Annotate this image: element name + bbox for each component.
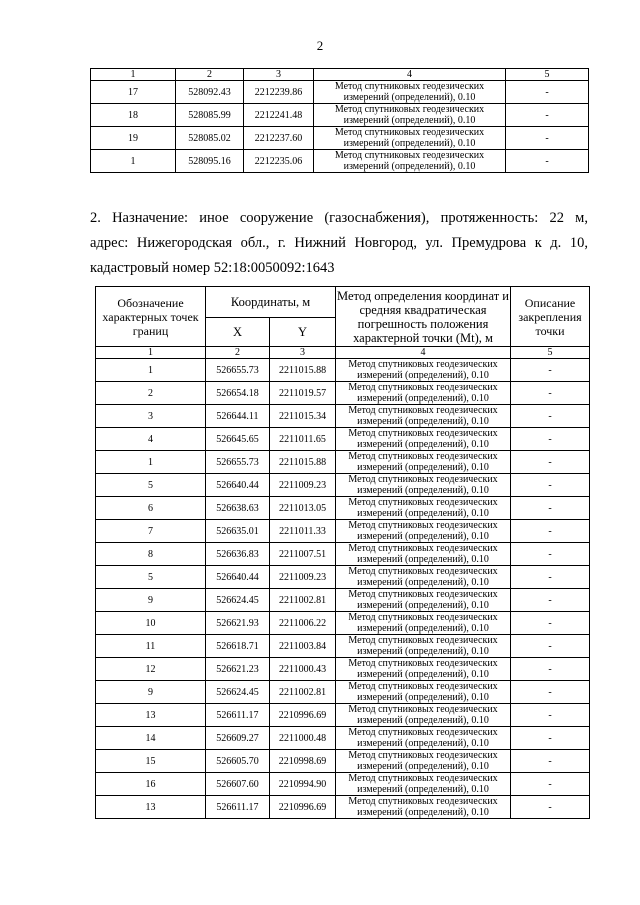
method-text-line: измерений (определений), 0.10 xyxy=(343,92,476,103)
x-coordinate-cell: 526624.45 xyxy=(206,589,270,612)
method-text-line: измерений (определений), 0.10 xyxy=(357,646,489,657)
header-fixing: Описание закрепления точки xyxy=(511,287,590,347)
method-text-line: Метод спутниковых геодезических xyxy=(348,589,498,600)
y-coordinate-cell: 2211013.05 xyxy=(270,497,336,520)
fixing-description-cell: - xyxy=(511,382,590,405)
method-text-line: измерений (определений), 0.10 xyxy=(357,370,489,381)
point-number-cell: 13 xyxy=(96,704,206,727)
fixing-description-cell: - xyxy=(511,405,590,428)
method-text-line: измерений (определений), 0.10 xyxy=(357,600,489,611)
x-coordinate-cell: 526635.01 xyxy=(206,520,270,543)
method-cell xyxy=(336,727,511,750)
y-coordinate-cell: 2210998.69 xyxy=(270,750,336,773)
table-row xyxy=(91,127,589,150)
method-text-line: Метод спутниковых геодезических xyxy=(348,543,498,554)
point-number-cell: 18 xyxy=(91,104,176,127)
table-row xyxy=(96,428,590,451)
x-coordinate-cell: 526655.73 xyxy=(206,359,270,382)
method-cell xyxy=(336,681,511,704)
method-text-line: измерений (определений), 0.10 xyxy=(357,669,489,680)
table-row xyxy=(91,150,589,173)
x-coordinate-cell: 526645.65 xyxy=(206,428,270,451)
x-coordinate-cell: 526654.18 xyxy=(206,382,270,405)
table-row xyxy=(96,520,590,543)
method-text-line: Метод спутниковых геодезических xyxy=(348,658,498,669)
point-number-cell: 3 xyxy=(96,405,206,428)
method-cell xyxy=(314,150,506,173)
point-number-cell: 7 xyxy=(96,520,206,543)
fixing-description-cell: - xyxy=(511,428,590,451)
y-coordinate-cell: 2211011.65 xyxy=(270,428,336,451)
point-number-cell: 1 xyxy=(96,451,206,474)
y-coordinate-cell: 2212241.48 xyxy=(244,104,314,127)
column-number: 4 xyxy=(336,347,511,359)
method-text-line: измерений (определений), 0.10 xyxy=(357,738,489,749)
method-cell xyxy=(336,428,511,451)
point-number-cell: 10 xyxy=(96,612,206,635)
table-row xyxy=(96,612,590,635)
y-coordinate-cell: 2210996.69 xyxy=(270,796,336,819)
y-coordinate-cell: 2211002.81 xyxy=(270,589,336,612)
coordinates-table-continued xyxy=(90,68,589,173)
point-number-cell: 11 xyxy=(96,635,206,658)
table-row xyxy=(96,451,590,474)
column-number: 5 xyxy=(511,347,590,359)
y-coordinate-cell: 2211006.22 xyxy=(270,612,336,635)
point-number-cell: 19 xyxy=(91,127,176,150)
x-coordinate-cell: 526636.83 xyxy=(206,543,270,566)
method-text-line: измерений (определений), 0.10 xyxy=(357,761,489,772)
method-text-line: Метод спутниковых геодезических xyxy=(348,451,498,462)
column-number-row xyxy=(96,347,590,359)
point-number-cell: 1 xyxy=(96,359,206,382)
table-row xyxy=(96,681,590,704)
point-number-cell: 15 xyxy=(96,750,206,773)
method-cell xyxy=(336,405,511,428)
header-method: Метод определения координат и средняя квадратическая погрешность положения характерной точки (Mt), м xyxy=(337,288,509,345)
method-cell xyxy=(314,81,506,104)
table-row xyxy=(96,658,590,681)
table-row xyxy=(96,382,590,405)
method-text-line: измерений (определений), 0.10 xyxy=(357,692,489,703)
method-text-line: измерений (определений), 0.10 xyxy=(357,554,489,565)
method-cell xyxy=(336,382,511,405)
fixing-description-cell: - xyxy=(511,451,590,474)
method-text-line: Метод спутниковых геодезических xyxy=(348,520,498,531)
object-description xyxy=(90,206,588,281)
column-number: 4 xyxy=(314,69,506,81)
fixing-description-cell: - xyxy=(511,612,590,635)
method-cell xyxy=(336,750,511,773)
y-coordinate-cell: 2212237.60 xyxy=(244,127,314,150)
description-line: 2. Назначение: иное сооружение (газоснабжения), протяженность: 22 м, xyxy=(90,210,588,226)
method-text-line: измерений (определений), 0.10 xyxy=(357,715,489,726)
fixing-description-cell: - xyxy=(511,474,590,497)
x-coordinate-cell: 528085.99 xyxy=(176,104,244,127)
fixing-description-cell: - xyxy=(511,658,590,681)
point-number-cell: 9 xyxy=(96,681,206,704)
method-text-line: измерений (определений), 0.10 xyxy=(343,161,476,172)
y-coordinate-cell: 2210994.90 xyxy=(270,773,336,796)
table-row xyxy=(96,796,590,819)
x-coordinate-cell: 526607.60 xyxy=(206,773,270,796)
y-coordinate-cell: 2211007.51 xyxy=(270,543,336,566)
x-coordinate-cell: 528085.02 xyxy=(176,127,244,150)
method-cell xyxy=(336,474,511,497)
point-number-cell: 8 xyxy=(96,543,206,566)
column-number: 3 xyxy=(270,347,336,359)
method-text-line: Метод спутниковых геодезических xyxy=(348,428,498,439)
table-row xyxy=(96,750,590,773)
fixing-description-cell: - xyxy=(511,773,590,796)
x-coordinate-cell: 526640.44 xyxy=(206,474,270,497)
table-row xyxy=(91,81,589,104)
table-row xyxy=(91,104,589,127)
point-number-cell: 4 xyxy=(96,428,206,451)
method-cell xyxy=(314,127,506,150)
x-coordinate-cell: 526621.23 xyxy=(206,658,270,681)
description-line: адрес: Нижегородская обл., г. Нижний Новгород, ул. Премудрова к д. 10, xyxy=(90,235,588,251)
y-coordinate-cell: 2211015.34 xyxy=(270,405,336,428)
method-cell xyxy=(336,796,511,819)
method-text-line: измерений (определений), 0.10 xyxy=(357,807,489,818)
y-coordinate-cell: 2211002.81 xyxy=(270,681,336,704)
header-x: X xyxy=(206,318,270,347)
point-number-cell: 13 xyxy=(96,796,206,819)
point-number-cell: 5 xyxy=(96,566,206,589)
x-coordinate-cell: 528095.16 xyxy=(176,150,244,173)
y-coordinate-cell: 2211003.84 xyxy=(270,635,336,658)
method-text-line: Метод спутниковых геодезических xyxy=(334,150,485,161)
column-number: 1 xyxy=(96,347,206,359)
method-text-line: Метод спутниковых геодезических xyxy=(334,104,485,115)
method-text-line: Метод спутниковых геодезических xyxy=(348,704,498,715)
table-row xyxy=(96,359,590,382)
page-number: 2 xyxy=(316,38,324,53)
point-number-cell: 1 xyxy=(91,150,176,173)
fixing-description-cell: - xyxy=(511,359,590,382)
method-cell xyxy=(336,497,511,520)
column-number: 2 xyxy=(176,69,244,81)
y-coordinate-cell: 2211009.23 xyxy=(270,474,336,497)
method-text-line: Метод спутниковых геодезических xyxy=(348,497,498,508)
table-row xyxy=(96,635,590,658)
y-coordinate-cell: 2211009.23 xyxy=(270,566,336,589)
fixing-description-cell: - xyxy=(511,543,590,566)
method-text-line: измерений (определений), 0.10 xyxy=(357,462,489,473)
x-coordinate-cell: 526611.17 xyxy=(206,704,270,727)
table-row xyxy=(96,704,590,727)
x-coordinate-cell: 526655.73 xyxy=(206,451,270,474)
method-cell xyxy=(336,658,511,681)
y-coordinate-cell: 2211015.88 xyxy=(270,359,336,382)
method-text-line: измерений (определений), 0.10 xyxy=(343,115,476,126)
fixing-description-cell: - xyxy=(506,127,589,150)
fixing-description-cell: - xyxy=(506,104,589,127)
y-coordinate-cell: 2211019.57 xyxy=(270,382,336,405)
table-row xyxy=(96,773,590,796)
fixing-description-cell: - xyxy=(511,796,590,819)
method-cell xyxy=(336,451,511,474)
column-number: 5 xyxy=(506,69,589,81)
method-text-line: Метод спутниковых геодезических xyxy=(348,474,498,485)
method-cell xyxy=(336,520,511,543)
method-text-line: Метод спутниковых геодезических xyxy=(334,127,485,138)
y-coordinate-cell: 2212239.86 xyxy=(244,81,314,104)
table-row xyxy=(96,405,590,428)
table-row xyxy=(96,589,590,612)
method-text-line: измерений (определений), 0.10 xyxy=(343,138,476,149)
method-text-line: измерений (определений), 0.10 xyxy=(357,784,489,795)
x-coordinate-cell: 526609.27 xyxy=(206,727,270,750)
column-number: 1 xyxy=(91,69,176,81)
fixing-description-cell: - xyxy=(511,681,590,704)
point-number-cell: 5 xyxy=(96,474,206,497)
method-text-line: Метод спутниковых геодезических xyxy=(348,566,498,577)
method-cell xyxy=(336,773,511,796)
method-text-line: Метод спутниковых геодезических xyxy=(348,773,498,784)
coordinates-table xyxy=(95,286,590,819)
point-number-cell: 12 xyxy=(96,658,206,681)
x-coordinate-cell: 526638.63 xyxy=(206,497,270,520)
fixing-description-cell: - xyxy=(511,704,590,727)
table-row xyxy=(96,497,590,520)
method-text-line: измерений (определений), 0.10 xyxy=(357,577,489,588)
point-number-cell: 16 xyxy=(96,773,206,796)
x-coordinate-cell: 526605.70 xyxy=(206,750,270,773)
method-text-line: Метод спутниковых геодезических xyxy=(348,796,498,807)
table-row xyxy=(96,566,590,589)
header-designation: Обозначение характерных точек границ xyxy=(96,287,206,347)
method-cell xyxy=(336,635,511,658)
fixing-description-cell: - xyxy=(511,589,590,612)
method-text-line: измерений (определений), 0.10 xyxy=(357,393,489,404)
method-text-line: Метод спутниковых геодезических xyxy=(348,727,498,738)
x-coordinate-cell: 526618.71 xyxy=(206,635,270,658)
fixing-description-cell: - xyxy=(511,566,590,589)
x-coordinate-cell: 526621.93 xyxy=(206,612,270,635)
y-coordinate-cell: 2211000.48 xyxy=(270,727,336,750)
fixing-description-cell: - xyxy=(506,150,589,173)
method-cell xyxy=(336,359,511,382)
method-cell xyxy=(336,566,511,589)
table-row xyxy=(96,727,590,750)
fixing-description-cell: - xyxy=(506,81,589,104)
point-number-cell: 9 xyxy=(96,589,206,612)
fixing-description-cell: - xyxy=(511,520,590,543)
table-header-row xyxy=(96,287,590,318)
y-coordinate-cell: 2212235.06 xyxy=(244,150,314,173)
method-text-line: Метод спутниковых геодезических xyxy=(348,750,498,761)
y-coordinate-cell: 2211011.33 xyxy=(270,520,336,543)
point-number-cell: 17 xyxy=(91,81,176,104)
y-coordinate-cell: 2211000.43 xyxy=(270,658,336,681)
x-coordinate-cell: 526644.11 xyxy=(206,405,270,428)
fixing-description-cell: - xyxy=(511,635,590,658)
method-cell xyxy=(336,704,511,727)
method-text-line: измерений (определений), 0.10 xyxy=(357,508,489,519)
method-cell xyxy=(336,543,511,566)
x-coordinate-cell: 526640.44 xyxy=(206,566,270,589)
fixing-description-cell: - xyxy=(511,750,590,773)
method-cell xyxy=(336,612,511,635)
method-text-line: Метод спутниковых геодезических xyxy=(348,681,498,692)
point-number-cell: 14 xyxy=(96,727,206,750)
point-number-cell: 6 xyxy=(96,497,206,520)
fixing-description-cell: - xyxy=(511,497,590,520)
method-cell xyxy=(314,104,506,127)
x-coordinate-cell: 526624.45 xyxy=(206,681,270,704)
method-text-line: Метод спутниковых геодезических xyxy=(348,405,498,416)
y-coordinate-cell: 2210996.69 xyxy=(270,704,336,727)
header-coordinates: Координаты, м xyxy=(206,287,336,318)
method-text-line: Метод спутниковых геодезических xyxy=(348,635,498,646)
method-text-line: измерений (определений), 0.10 xyxy=(357,439,489,450)
x-coordinate-cell: 526611.17 xyxy=(206,796,270,819)
column-number-row xyxy=(91,69,589,81)
method-text-line: Метод спутниковых геодезических xyxy=(348,382,498,393)
x-coordinate-cell: 528092.43 xyxy=(176,81,244,104)
method-text-line: измерений (определений), 0.10 xyxy=(357,531,489,542)
method-text-line: Метод спутниковых геодезических xyxy=(334,81,485,92)
method-text-line: Метод спутниковых геодезических xyxy=(348,359,498,370)
column-number: 3 xyxy=(244,69,314,81)
column-number: 2 xyxy=(206,347,270,359)
method-text-line: измерений (определений), 0.10 xyxy=(357,416,489,427)
point-number-cell: 2 xyxy=(96,382,206,405)
method-text-line: Метод спутниковых геодезических xyxy=(348,612,498,623)
method-cell xyxy=(336,589,511,612)
y-coordinate-cell: 2211015.88 xyxy=(270,451,336,474)
method-text-line: измерений (определений), 0.10 xyxy=(357,485,489,496)
table-row xyxy=(96,543,590,566)
description-line: кадастровый номер 52:18:0050092:1643 xyxy=(90,260,335,276)
method-text-line: измерений (определений), 0.10 xyxy=(357,623,489,634)
table-row xyxy=(96,474,590,497)
fixing-description-cell: - xyxy=(511,727,590,750)
header-y: Y xyxy=(270,318,336,347)
